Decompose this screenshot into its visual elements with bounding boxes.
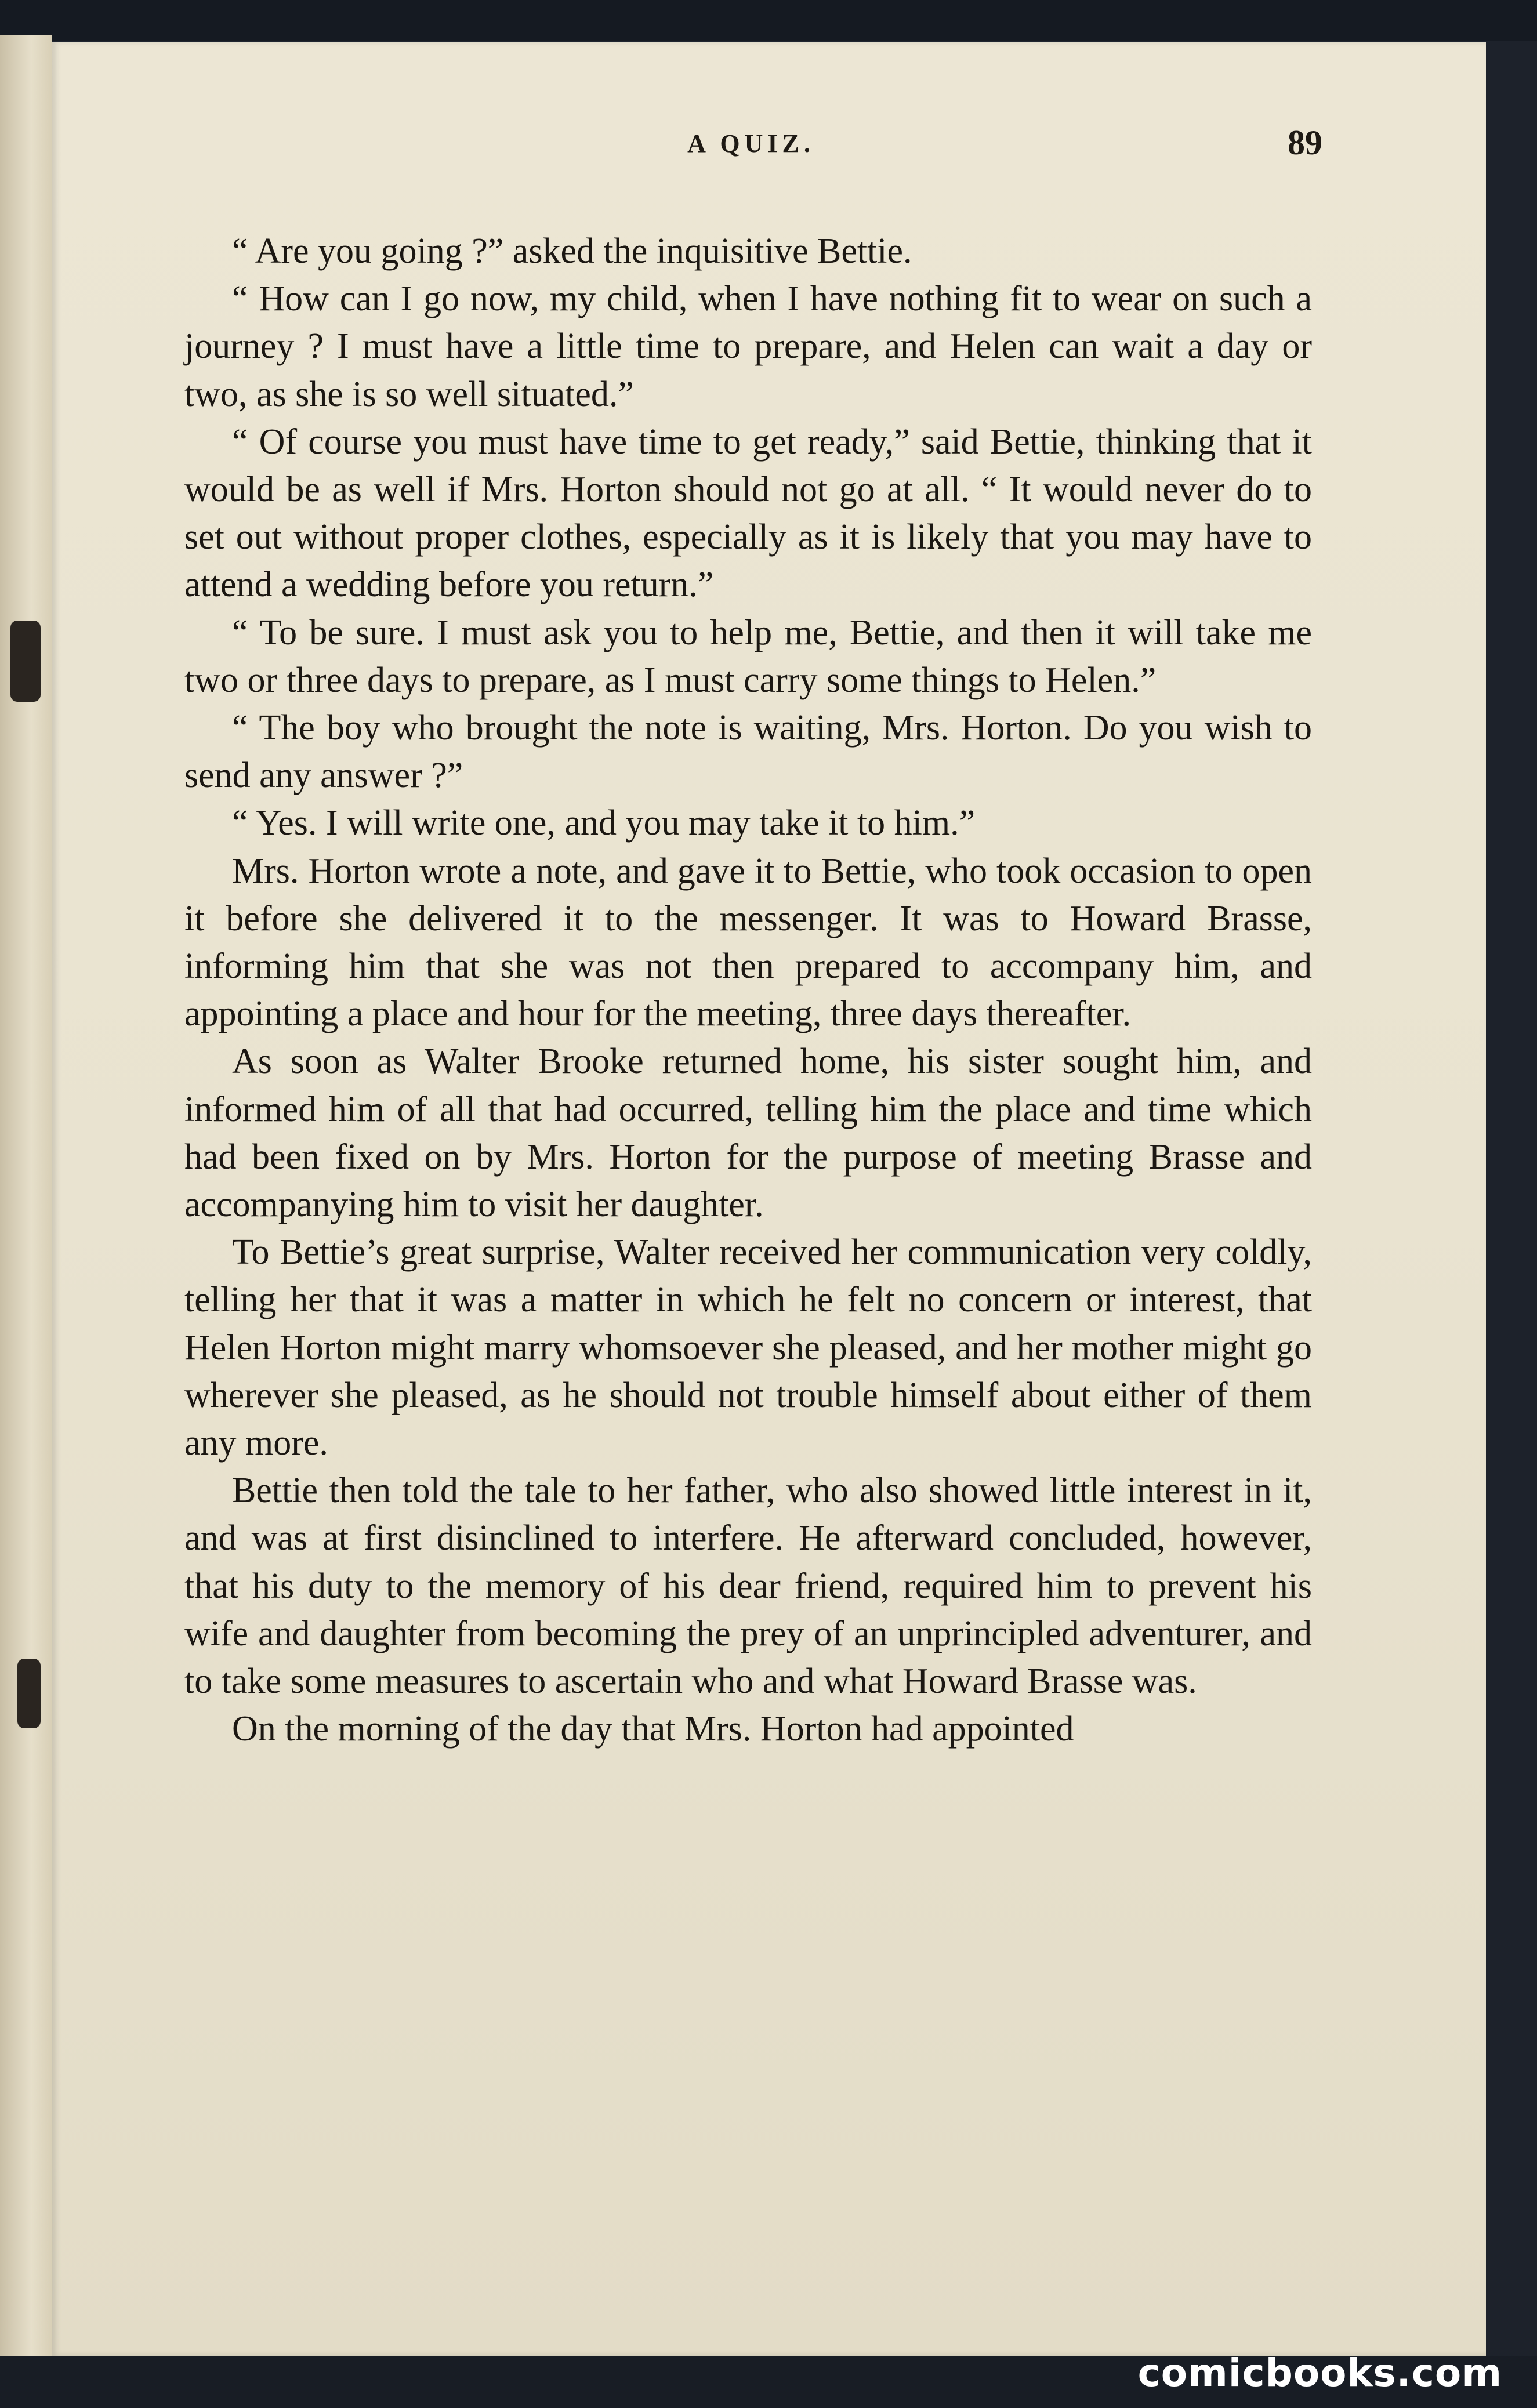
- paragraph: As soon as Walter Brooke returned home, his sister sought him, and informed him of all that had occurred, telling him the place and time which had been fixed on by Mrs. Horton for the purpose of meeting Brasse and accompanying him to visit her daughter.: [184, 1042, 1312, 1225]
- paragraph: To Bettie’s great surprise, Walter received her communication very coldly, telling her that it was a matter in which he felt no concern or interest, that Helen Horton might marry whomsoever she pleased, and her mother might go wherever she pleased, as he should not trouble himself about either of them any more.: [184, 1232, 1312, 1463]
- paragraph: “ The boy who brought the note is waiting, Mrs. Horton. Do you wish to send any answer ?”: [184, 708, 1312, 796]
- scan-background-top: [0, 0, 1537, 41]
- paragraph: Mrs. Horton wrote a note, and gave it to Bettie, who took occasion to open it before she delivered it to the messenger. It was to Howard Brasse, informing him that she was not then prepared to accompany him, and appointing a place and hour for the meeting, three days thereafter.: [184, 851, 1312, 1034]
- paragraph: “ Yes. I will write one, and you may take it to him.”: [232, 803, 976, 843]
- watermark-text: comicbooks.com: [1137, 2351, 1502, 2395]
- binding-thread-mark: [17, 1659, 41, 1728]
- binding-thread-mark: [10, 621, 41, 702]
- paragraph: “ Of course you must have time to get ready,” said Bettie, thinking that it would be as well if Mrs. Horton should not go at all. “ It would never do to set out without proper clothes, especially as it is likely that you may have to attend a wedding before you return.”: [184, 422, 1312, 605]
- paragraph: “ Are you going ?” asked the inquisitive Bettie.: [232, 231, 912, 271]
- paragraph: Bettie then told the tale to her father, who also showed little interest in it, and was at first disinclined to interfere. He afterward concluded, however, that his duty to the memory of his dear friend, required him to prevent his wife and daughter from becoming the prey of an unprincipled adventurer, and to take some measures to ascertain who and what Howard Brasse was.: [184, 1471, 1312, 1702]
- running-head: A QUIZ.: [687, 129, 815, 158]
- page-header: [186, 124, 1322, 181]
- paragraph: “ To be sure. I must ask you to help me, Bettie, and then it will take me two or three days to prepare, as I must carry some things to Helen.”: [184, 612, 1312, 700]
- body-text: [184, 227, 1312, 1753]
- paragraph: “ How can I go now, my child, when I have nothing fit to wear on such a journey ? I must have a little time to prepare, and Helen can wait a day or two, as she is so well situated.”: [184, 279, 1312, 414]
- paragraph: On the morning of the day that Mrs. Horton had appointed: [232, 1709, 1074, 1749]
- scan-background-right: [1486, 41, 1537, 2408]
- book-spine: [0, 35, 52, 2372]
- page-number: 89: [1288, 124, 1322, 162]
